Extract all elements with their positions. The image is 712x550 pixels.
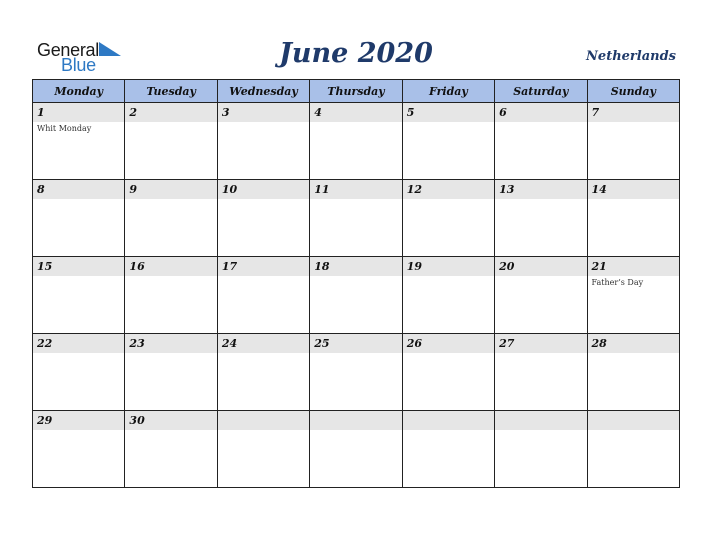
day-number: 1 bbox=[33, 103, 124, 122]
weekday-header-row bbox=[33, 80, 680, 103]
day-number: 20 bbox=[495, 257, 586, 276]
day-number: 5 bbox=[403, 103, 494, 122]
week-row bbox=[33, 411, 680, 488]
weekday-header: Monday bbox=[33, 80, 125, 103]
day-number: 11 bbox=[310, 180, 401, 199]
day-cell bbox=[495, 257, 587, 334]
day-number: 14 bbox=[588, 180, 679, 199]
day-number: 18 bbox=[310, 257, 401, 276]
week-row bbox=[33, 257, 680, 334]
day-cell bbox=[310, 180, 402, 257]
day-cell bbox=[217, 103, 309, 180]
day-number: 10 bbox=[218, 180, 309, 199]
day-cell bbox=[587, 180, 679, 257]
day-cell bbox=[402, 180, 494, 257]
day-number: 26 bbox=[403, 334, 494, 353]
day-cell bbox=[310, 334, 402, 411]
day-cell bbox=[310, 257, 402, 334]
holiday-event: Whit Monday bbox=[37, 124, 92, 133]
holiday-event: Father’s Day bbox=[591, 278, 644, 287]
day-cell bbox=[402, 334, 494, 411]
day-number: 3 bbox=[218, 103, 309, 122]
day-cell bbox=[402, 103, 494, 180]
weekday-header: Saturday bbox=[495, 80, 587, 103]
day-number: 9 bbox=[125, 180, 216, 199]
day-cell bbox=[217, 180, 309, 257]
day-number: 29 bbox=[33, 411, 124, 430]
calendar-title: June 2020 bbox=[279, 38, 433, 69]
weekday-header: Sunday bbox=[587, 80, 679, 103]
day-number: 23 bbox=[125, 334, 216, 353]
logo-word-general: General bbox=[37, 40, 99, 60]
week-row bbox=[33, 180, 680, 257]
day-cell bbox=[495, 334, 587, 411]
day-cell bbox=[587, 257, 679, 334]
weekday-header: Friday bbox=[402, 80, 494, 103]
calendar-weeks bbox=[33, 103, 680, 488]
day-number: 30 bbox=[125, 411, 216, 430]
day-number bbox=[588, 411, 679, 430]
day-number: 24 bbox=[218, 334, 309, 353]
day-cell bbox=[217, 411, 309, 488]
day-cell bbox=[587, 334, 679, 411]
weekday-header: Thursday bbox=[310, 80, 402, 103]
day-cell bbox=[495, 411, 587, 488]
day-cell bbox=[310, 411, 402, 488]
day-number bbox=[403, 411, 494, 430]
day-number: 7 bbox=[588, 103, 679, 122]
day-cell bbox=[125, 257, 217, 334]
day-number bbox=[495, 411, 586, 430]
day-number: 17 bbox=[218, 257, 309, 276]
day-cell bbox=[310, 103, 402, 180]
day-number: 28 bbox=[588, 334, 679, 353]
day-number: 8 bbox=[33, 180, 124, 199]
day-number: 6 bbox=[495, 103, 586, 122]
day-number: 13 bbox=[495, 180, 586, 199]
day-cell bbox=[217, 257, 309, 334]
country-label: Netherlands bbox=[586, 49, 676, 64]
logo-word-blue: Blue bbox=[61, 55, 96, 75]
weekday-header: Tuesday bbox=[125, 80, 217, 103]
day-number: 27 bbox=[495, 334, 586, 353]
day-cell bbox=[33, 180, 125, 257]
day-cell bbox=[125, 334, 217, 411]
day-cell bbox=[125, 411, 217, 488]
day-number: 21 bbox=[588, 257, 679, 276]
day-number: 15 bbox=[33, 257, 124, 276]
week-row bbox=[33, 334, 680, 411]
day-number: 12 bbox=[403, 180, 494, 199]
day-number: 19 bbox=[403, 257, 494, 276]
day-cell bbox=[33, 411, 125, 488]
day-cell bbox=[33, 103, 125, 180]
calendar-grid bbox=[32, 79, 680, 488]
day-cell bbox=[217, 334, 309, 411]
weekday-header: Wednesday bbox=[217, 80, 309, 103]
day-number: 16 bbox=[125, 257, 216, 276]
day-cell bbox=[33, 334, 125, 411]
day-cell bbox=[402, 257, 494, 334]
day-number bbox=[218, 411, 309, 430]
day-number: 4 bbox=[310, 103, 401, 122]
day-cell bbox=[33, 257, 125, 334]
day-cell bbox=[587, 411, 679, 488]
week-row bbox=[33, 103, 680, 180]
day-cell bbox=[402, 411, 494, 488]
day-cell bbox=[495, 180, 587, 257]
day-cell bbox=[125, 180, 217, 257]
day-number: 22 bbox=[33, 334, 124, 353]
day-number: 25 bbox=[310, 334, 401, 353]
day-cell bbox=[125, 103, 217, 180]
day-cell bbox=[587, 103, 679, 180]
day-cell bbox=[495, 103, 587, 180]
day-number bbox=[310, 411, 401, 430]
day-number: 2 bbox=[125, 103, 216, 122]
